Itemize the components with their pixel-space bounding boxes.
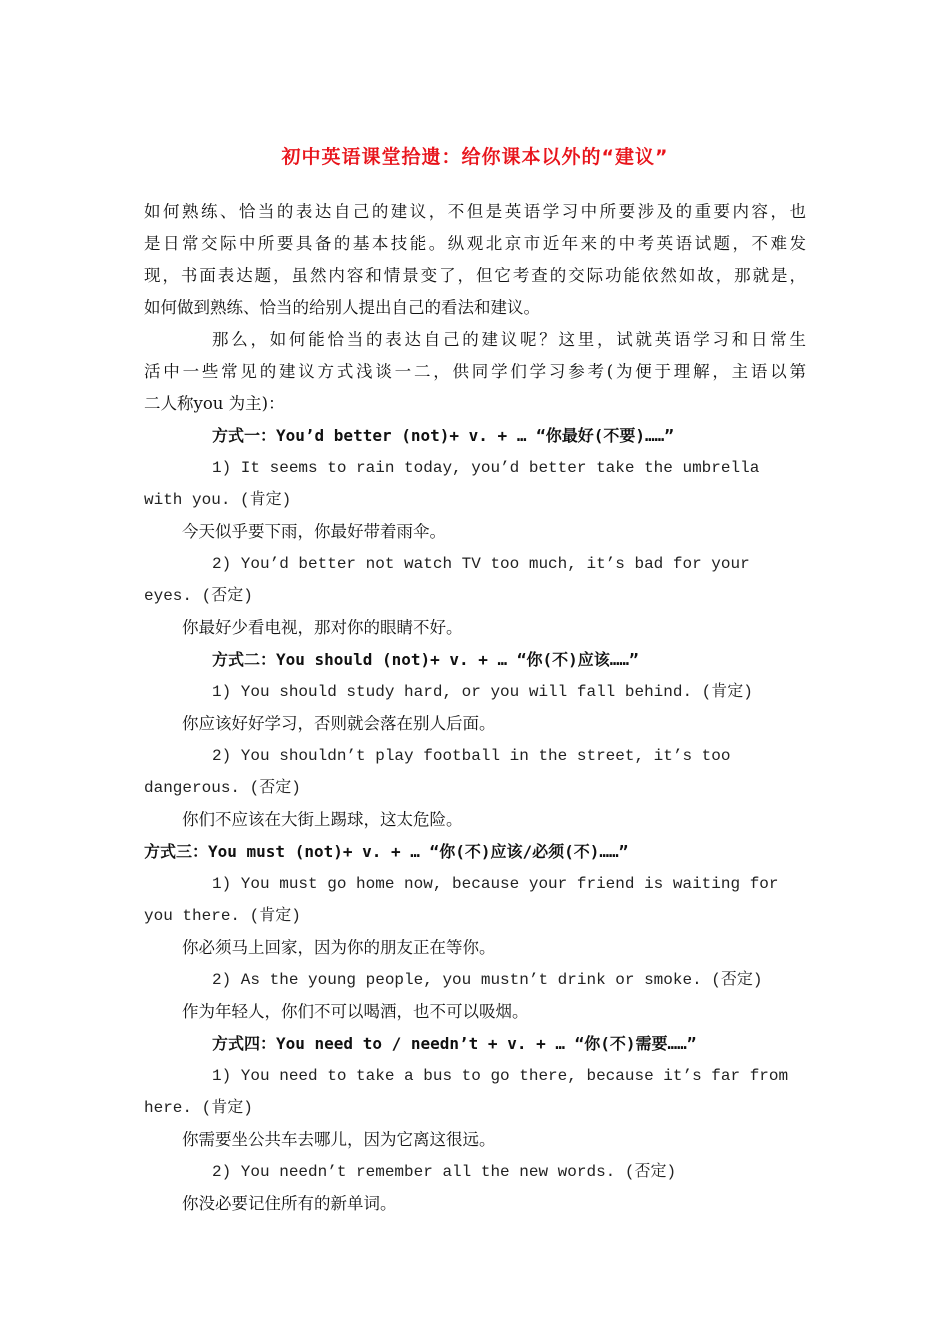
intro-line-2: 是日常交际中所要具备的基本技能。纵观北京市近年来的中考英语试题，不难发 xyxy=(144,234,806,253)
method-4-example-2-cn: 你没必要记住所有的新单词。 xyxy=(182,1194,397,1213)
method-4-example-2-en: 2) You needn’t remember all the new words. (否定) xyxy=(212,1163,677,1181)
method-2-example-1-en: 1) You should study hard, or you will fall behind. (肯定) xyxy=(212,683,753,701)
intro-line-1: 如何熟练、恰当的表达自己的建议，不但是英语学习中所要涉及的重要内容，也 xyxy=(144,202,806,221)
method-4-example-1-en: 1) You need to take a bus to go there, because it’s far from xyxy=(212,1067,789,1085)
method-3-example-1-en: 1) You must go home now, because your friend is waiting for xyxy=(212,875,779,893)
para2-line-1: 那么，如何能恰当的表达自己的建议呢？这里，试就英语学习和日常生 xyxy=(212,330,806,349)
method-2-example-1-cn: 你应该好好学习，否则就会落在别人后面。 xyxy=(182,714,496,733)
method-1-example-2-en-cont: eyes. (否定) xyxy=(144,587,253,605)
method-2-example-2-en-cont: dangerous. (否定) xyxy=(144,779,301,797)
intro-line-3: 现，书面表达题，虽然内容和情景变了，但它考查的交际功能依然如故，那就是， xyxy=(144,266,806,285)
method-4-heading: 方式四：You need to / needn’t + v. + … “你(不)需要……” xyxy=(212,1034,697,1053)
method-1-example-1-cn: 今天似乎要下雨，你最好带着雨伞。 xyxy=(182,522,446,541)
method-4-example-1-en-cont: here. (肯定) xyxy=(144,1099,253,1117)
para2-line-3: 二人称you 为主)： xyxy=(144,394,285,413)
method-3-example-1-cn: 你必须马上回家，因为你的朋友正在等你。 xyxy=(182,938,496,957)
method-1-example-2-en: 2) You’d better not watch TV too much, it’s bad for your xyxy=(212,555,750,573)
method-1-example-2-cn: 你最好少看电视，那对你的眼睛不好。 xyxy=(182,618,463,637)
method-4-example-1-cn: 你需要坐公共车去哪儿，因为它离这很远。 xyxy=(182,1130,496,1149)
para2-line-2: 活中一些常见的建议方式浅谈一二，供同学们学习参考(为便于理解，主语以第 xyxy=(144,362,806,381)
method-1-heading: 方式一：You’d better (not)+ v. + … “你最好(不要)……” xyxy=(212,426,674,445)
method-3-example-2-cn: 作为年轻人，你们不可以喝酒，也不可以吸烟。 xyxy=(182,1002,529,1021)
method-3-example-1-en-cont: you there. (肯定) xyxy=(144,907,301,925)
method-3-example-2-en: 2) As the young people, you mustn’t drink or smoke. (否定) xyxy=(212,971,763,989)
document-title: 初中英语课堂拾遗：给你课本以外的“建议” xyxy=(281,146,669,168)
method-2-example-2-cn: 你们不应该在大街上踢球，这太危险。 xyxy=(182,810,463,829)
intro-line-4: 如何做到熟练、恰当的给别人提出自己的看法和建议。 xyxy=(144,298,540,317)
method-2-heading: 方式二：You should (not)+ v. + … “你(不)应该……” xyxy=(212,650,639,669)
method-1-example-1-en: 1) It seems to rain today, you’d better take the umbrella xyxy=(212,459,760,477)
method-2-example-2-en: 2) You shouldn’t play football in the street, it’s too xyxy=(212,747,731,765)
method-1-example-1-en-cont: with you. (肯定) xyxy=(144,491,292,509)
method-3-heading: 方式三：You must (not)+ v. + … “你(不)应该/必须(不)……” xyxy=(144,842,629,861)
